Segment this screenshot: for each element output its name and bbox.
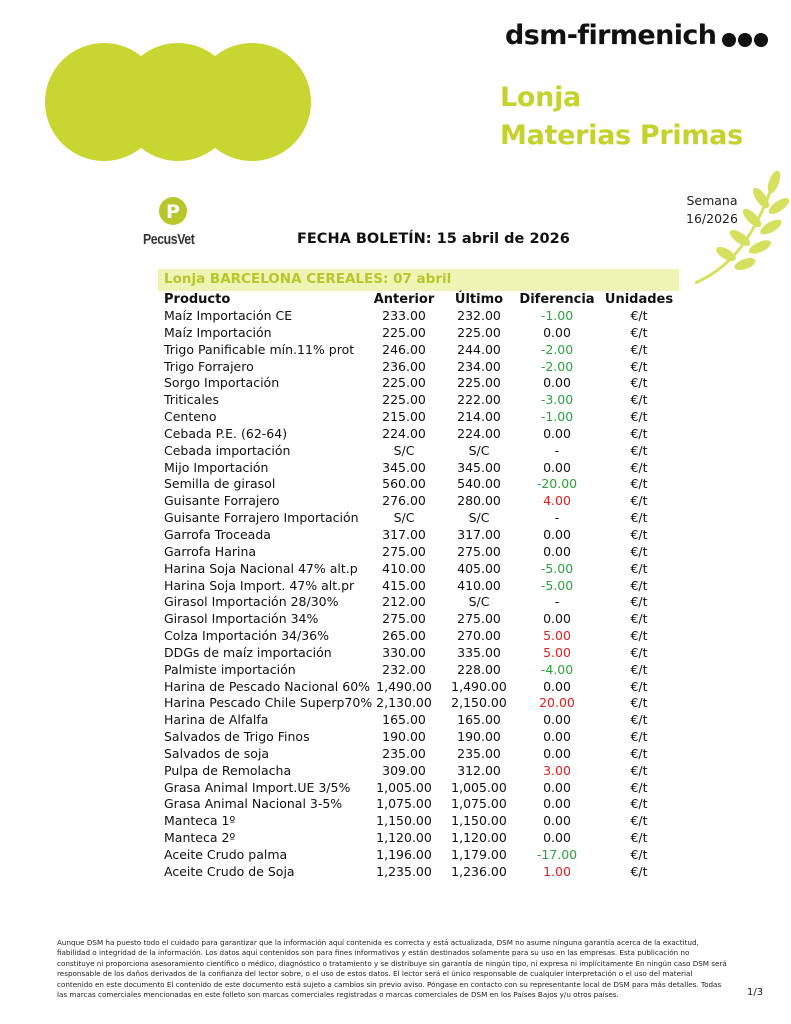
cell-unit: €/t: [630, 712, 648, 728]
cell-previous: 212.00: [382, 594, 426, 610]
cell-last: 1,179.00: [451, 847, 507, 862]
cell-difference: 0.00: [543, 745, 571, 761]
table-row: [0, 342, 791, 359]
table-row: [0, 594, 791, 611]
cell-product: Mijo Importación: [164, 459, 269, 475]
cell-previous: 560.00: [382, 476, 426, 492]
cell-product: Palmiste importación: [164, 661, 296, 677]
table-row: [0, 746, 791, 763]
cell-last: 405.00: [457, 560, 501, 576]
cell-previous: 233.00: [382, 308, 426, 323]
cell-previous: 224.00: [382, 425, 426, 441]
cell-last: S/C: [468, 594, 490, 610]
cell-previous: 225.00: [382, 392, 426, 408]
table-row: [0, 527, 791, 544]
cell-last: 1,490.00: [451, 678, 507, 694]
cell-difference: -5.00: [540, 560, 574, 576]
pecusvet-logo-letter: P: [166, 201, 180, 223]
cell-difference: -20.00: [536, 476, 578, 492]
cell-unit: €/t: [630, 459, 648, 475]
table-row: [0, 645, 791, 662]
cell-last: 224.00: [457, 425, 501, 441]
cell-previous: 309.00: [382, 762, 426, 778]
cell-difference: -: [554, 442, 560, 458]
cell-difference: 0.00: [543, 425, 571, 441]
table-row: [0, 763, 791, 780]
cell-unit: €/t: [630, 661, 648, 677]
cell-previous: 1,005.00: [376, 779, 432, 795]
column-header-previous: Anterior: [373, 292, 435, 307]
cell-unit: €/t: [630, 594, 648, 610]
cell-difference: 5.00: [543, 628, 571, 644]
cell-last: 244.00: [457, 341, 501, 357]
cell-unit: €/t: [630, 745, 648, 761]
cell-difference: 0.00: [543, 779, 571, 795]
cell-unit: €/t: [630, 560, 648, 576]
table-row: [0, 796, 791, 813]
cell-previous: 1,150.00: [376, 813, 432, 829]
cell-product: Pulpa de Remolacha: [164, 762, 292, 778]
cell-difference: 0.00: [543, 813, 571, 829]
table-row: [0, 510, 791, 527]
cell-unit: €/t: [630, 830, 648, 846]
cell-unit: €/t: [630, 442, 648, 458]
cell-product: Harina Soja Nacional 47% alt.p: [164, 560, 358, 576]
cell-product: Girasol Importación 28/30%: [164, 594, 339, 610]
cell-product: Triticales: [164, 392, 219, 408]
cell-unit: €/t: [630, 409, 648, 425]
cell-unit: €/t: [630, 762, 648, 778]
cell-product: Girasol Importación 34%: [164, 611, 319, 627]
cell-product: Harina de Pescado Nacional 60%: [164, 678, 371, 694]
table-row: [0, 679, 791, 696]
column-header-product: Producto: [164, 292, 231, 307]
table-row: [0, 308, 791, 325]
table-row: [0, 780, 791, 797]
cell-product: Guisante Forrajero Importación: [164, 510, 359, 526]
table-row: [0, 426, 791, 443]
cell-product: Manteca 1º: [164, 813, 236, 829]
cell-product: Colza Importación 34/36%: [164, 628, 329, 644]
table-row: [0, 375, 791, 392]
cell-previous: 165.00: [382, 712, 426, 728]
table-row: [0, 628, 791, 645]
cell-last: 410.00: [457, 577, 501, 593]
cell-last: 222.00: [457, 392, 501, 408]
table-row: [0, 325, 791, 342]
cell-difference: 0.00: [543, 712, 571, 728]
cell-unit: €/t: [630, 847, 648, 862]
table-row: [0, 476, 791, 493]
table-row: [0, 712, 791, 729]
cell-previous: 2,130.00: [376, 695, 432, 711]
cell-difference: 0.00: [543, 375, 571, 391]
table-row: [0, 359, 791, 376]
cell-difference: 0.00: [543, 526, 571, 542]
cell-last: 345.00: [457, 459, 501, 475]
column-header-units: Unidades: [604, 292, 674, 307]
cell-previous: 225.00: [382, 375, 426, 391]
cell-previous: 1,075.00: [376, 796, 432, 812]
cell-previous: 345.00: [382, 459, 426, 475]
cell-unit: €/t: [630, 392, 648, 408]
cell-product: Semilla de girasol: [164, 476, 276, 492]
cell-last: 1,120.00: [451, 830, 507, 846]
cell-last: 190.00: [457, 729, 501, 745]
cell-difference: -17.00: [536, 847, 578, 862]
cell-unit: €/t: [630, 644, 648, 660]
cell-difference: -5.00: [540, 577, 574, 593]
cell-unit: €/t: [630, 863, 648, 879]
cell-difference: 3.00: [543, 762, 571, 778]
cell-product: Grasa Animal Nacional 3-5%: [164, 796, 343, 812]
cell-difference: 5.00: [543, 644, 571, 660]
cell-unit: €/t: [630, 611, 648, 627]
brand-dots-icon: [722, 33, 768, 47]
cell-unit: €/t: [630, 729, 648, 745]
cell-previous: 275.00: [382, 543, 426, 559]
cell-last: 225.00: [457, 324, 501, 340]
cell-last: 275.00: [457, 543, 501, 559]
cell-previous: 1,196.00: [376, 847, 432, 862]
cell-difference: 0.00: [543, 459, 571, 475]
cell-product: Sorgo Importación: [164, 375, 280, 391]
cell-difference: -: [554, 510, 560, 526]
table-row: [0, 864, 791, 881]
cell-previous: 275.00: [382, 611, 426, 627]
table-row: [0, 729, 791, 746]
cell-difference: -2.00: [540, 341, 574, 357]
cell-last: 214.00: [457, 409, 501, 425]
cell-product: Cebada importación: [164, 442, 291, 458]
week-value: 16/2026: [686, 211, 738, 226]
cell-unit: €/t: [630, 308, 648, 323]
bulletin-date: FECHA BOLETÍN: 15 abril de 2026: [297, 231, 570, 247]
decorative-circle-3: [193, 43, 311, 161]
cell-previous: 232.00: [382, 661, 426, 677]
cell-product: Harina Pescado Chile Superp70%: [164, 695, 373, 711]
cell-difference: 0.00: [543, 678, 571, 694]
cell-previous: 225.00: [382, 324, 426, 340]
legal-disclaimer: Aunque DSM ha puesto todo el cuidado para garantizar que la información aquí contenida es correcta y está actualizada, DSM no asume ninguna garantía acerca de la exactitud, fiabilidad o integridad de la información. Los datos aquí contenidos son para fines informativos y están destinados solamente para su uso en las empresas. Esta publicación no constituye ni proporciona asesoramiento científico o médico, diagnóstico o tratamiento y se distribuye sin garantía de ningún tipo, ni expresa ni implícitamente En ningún caso DSM será responsable de los daños derivados de la confianza del lector sobre, o el uso de estos datos. El lector será el único responsable de cualquier interpretación o el uso del material contenido en este documento El contenido de este documento está sujeto a cambios sin previo aviso. Póngase en contacto con su representante local de DSM para más detalles. Todas las marcas comerciales mencionadas en este folleto son marcas comerciales registradas o marcas comerciales de DSM en los Países Bajos y/u otros países.: [57, 938, 727, 1000]
cell-unit: €/t: [630, 628, 648, 644]
cell-last: 1,236.00: [451, 863, 507, 879]
cell-unit: €/t: [630, 341, 648, 357]
cell-previous: S/C: [393, 510, 415, 526]
cell-last: 335.00: [457, 644, 501, 660]
cell-previous: 317.00: [382, 526, 426, 542]
cell-unit: €/t: [630, 796, 648, 812]
cell-difference: -1.00: [540, 308, 574, 323]
cell-unit: €/t: [630, 695, 648, 711]
cell-last: S/C: [468, 442, 490, 458]
cell-product: Centeno: [164, 409, 217, 425]
cell-last: 228.00: [457, 661, 501, 677]
cell-product: Harina Soja Import. 47% alt.pr: [164, 577, 355, 593]
page-title-line1: Lonja: [500, 82, 581, 113]
cell-product: Maíz Importación: [164, 324, 272, 340]
cell-product: Manteca 2º: [164, 830, 236, 846]
cell-difference: 1.00: [543, 863, 571, 879]
cell-unit: €/t: [630, 476, 648, 492]
cell-difference: 0.00: [543, 324, 571, 340]
table-row: [0, 392, 791, 409]
cell-previous: 276.00: [382, 493, 426, 509]
cell-last: 275.00: [457, 611, 501, 627]
cell-difference: 20.00: [539, 695, 575, 711]
cell-product: Aceite Crudo palma: [164, 847, 288, 862]
cell-previous: 190.00: [382, 729, 426, 745]
cell-previous: S/C: [393, 442, 415, 458]
table-row: [0, 443, 791, 460]
cell-previous: 215.00: [382, 409, 426, 425]
cell-last: S/C: [468, 510, 490, 526]
table-row: [0, 544, 791, 561]
cell-previous: 410.00: [382, 560, 426, 576]
cell-unit: €/t: [630, 526, 648, 542]
cell-last: 280.00: [457, 493, 501, 509]
table-row: [0, 847, 791, 864]
column-header-difference: Diferencia: [519, 292, 595, 307]
week-label: Semana: [686, 193, 738, 208]
cell-unit: €/t: [630, 510, 648, 526]
cell-difference: -3.00: [540, 392, 574, 408]
cell-previous: 1,235.00: [376, 863, 432, 879]
table-row: [0, 409, 791, 426]
cell-product: Aceite Crudo de Soja: [164, 863, 295, 879]
cell-last: 1,005.00: [451, 779, 507, 795]
cell-last: 2,150.00: [451, 695, 507, 711]
cell-difference: 0.00: [543, 830, 571, 846]
cell-previous: 236.00: [382, 358, 426, 374]
cell-difference: -4.00: [540, 661, 574, 677]
cell-difference: 0.00: [543, 611, 571, 627]
section-title: Lonja BARCELONA CEREALES: 07 abril: [164, 271, 452, 287]
table-row: [0, 830, 791, 847]
cell-last: 232.00: [457, 308, 501, 323]
cell-unit: €/t: [630, 324, 648, 340]
table-row: [0, 578, 791, 595]
cell-previous: 1,490.00: [376, 678, 432, 694]
cell-product: Garrofa Harina: [164, 543, 257, 559]
table-row: [0, 460, 791, 477]
cell-difference: -: [554, 594, 560, 610]
pecusvet-logo-icon: [158, 196, 188, 226]
cell-previous: 246.00: [382, 341, 426, 357]
cell-unit: €/t: [630, 678, 648, 694]
table-row: [0, 695, 791, 712]
cell-last: 1,075.00: [451, 796, 507, 812]
cell-previous: 235.00: [382, 745, 426, 761]
page-number: 1/3: [747, 987, 764, 998]
cell-unit: €/t: [630, 425, 648, 441]
cell-last: 270.00: [457, 628, 501, 644]
cell-product: DDGs de maíz importación: [164, 644, 332, 660]
page-title-line2: Materias Primas: [500, 120, 743, 151]
cell-product: Cebada P.E. (62-64): [164, 425, 288, 441]
cell-unit: €/t: [630, 543, 648, 559]
cell-difference: -1.00: [540, 409, 574, 425]
cell-difference: 0.00: [543, 729, 571, 745]
cell-unit: €/t: [630, 358, 648, 374]
cell-product: Grasa Animal Import.UE 3/5%: [164, 779, 351, 795]
cell-previous: 1,120.00: [376, 830, 432, 846]
table-row: [0, 662, 791, 679]
cell-unit: €/t: [630, 813, 648, 829]
cell-unit: €/t: [630, 577, 648, 593]
cell-product: Maíz Importación CE: [164, 308, 293, 323]
cell-difference: -2.00: [540, 358, 574, 374]
price-table: [0, 308, 791, 881]
cell-product: Harina de Alfalfa: [164, 712, 269, 728]
cell-product: Trigo Panificable mín.11% prot: [164, 341, 355, 357]
cell-unit: €/t: [630, 779, 648, 795]
cell-difference: 4.00: [543, 493, 571, 509]
cell-difference: 0.00: [543, 543, 571, 559]
cell-difference: 0.00: [543, 796, 571, 812]
cell-previous: 330.00: [382, 644, 426, 660]
cell-previous: 415.00: [382, 577, 426, 593]
cell-product: Salvados de soja: [164, 745, 270, 761]
pecusvet-logo-text: PecusVet: [143, 231, 195, 248]
table-row: [0, 813, 791, 830]
cell-last: 312.00: [457, 762, 501, 778]
cell-product: Guisante Forrajero: [164, 493, 280, 509]
cell-last: 317.00: [457, 526, 501, 542]
table-row: [0, 493, 791, 510]
cell-unit: €/t: [630, 493, 648, 509]
cell-product: Garrofa Troceada: [164, 526, 271, 542]
table-row: [0, 611, 791, 628]
cell-last: 165.00: [457, 712, 501, 728]
cell-last: 235.00: [457, 745, 501, 761]
cell-last: 234.00: [457, 358, 501, 374]
column-header-last: Último: [454, 292, 504, 307]
cell-previous: 265.00: [382, 628, 426, 644]
cell-product: Salvados de Trigo Finos: [164, 729, 310, 745]
wheat-icon: [690, 168, 790, 288]
cell-last: 1,150.00: [451, 813, 507, 829]
cell-product: Trigo Forrajero: [164, 358, 254, 374]
cell-last: 225.00: [457, 375, 501, 391]
table-row: [0, 561, 791, 578]
brand-logo-text: dsm-firmenich: [505, 20, 717, 51]
cell-unit: €/t: [630, 375, 648, 391]
cell-last: 540.00: [457, 476, 501, 492]
